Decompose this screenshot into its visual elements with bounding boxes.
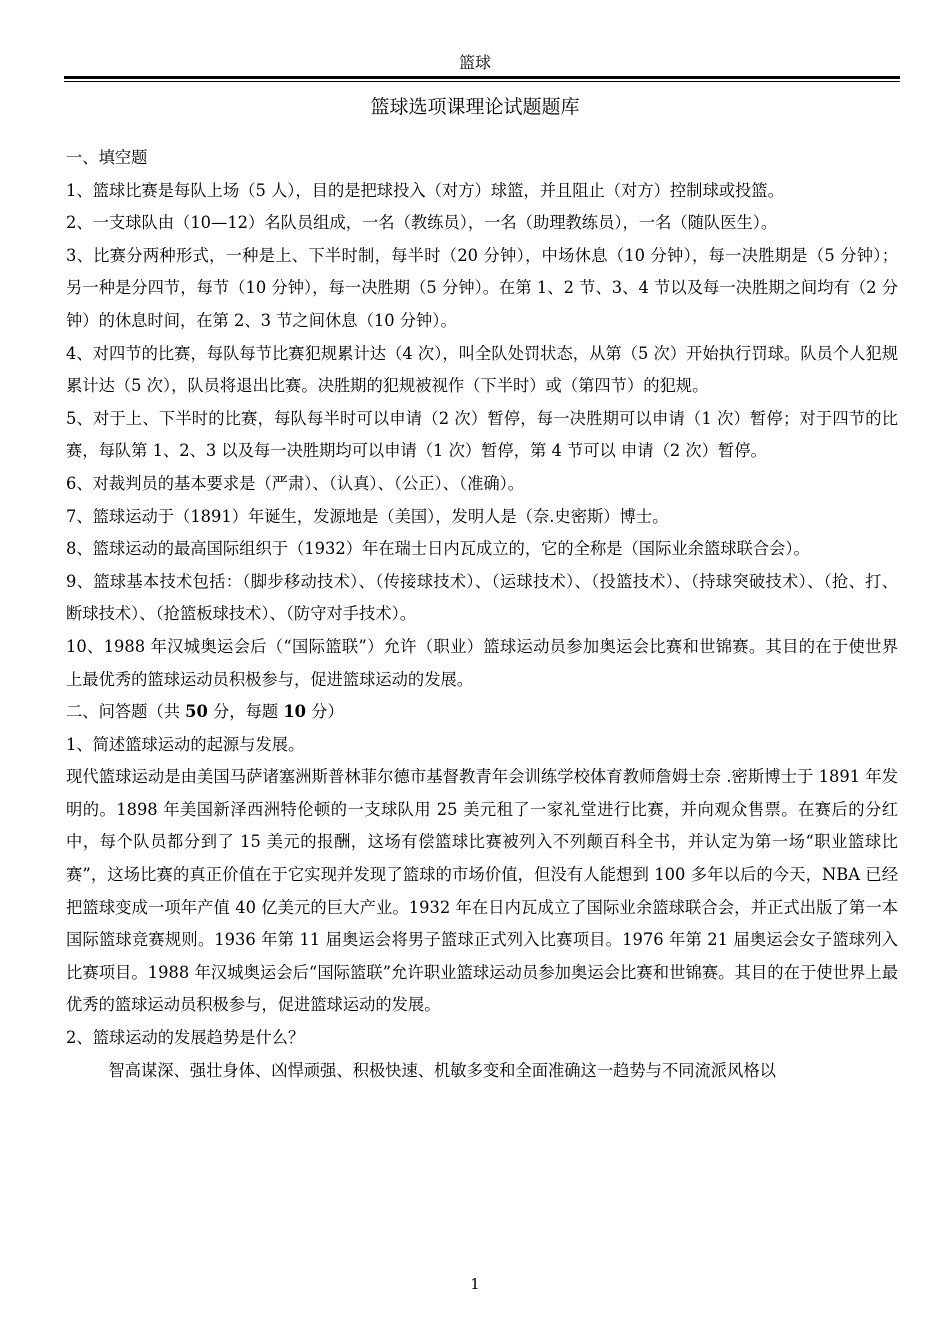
qa-heading-prefix: 二、问答题（共 [66, 702, 186, 722]
fill-item-7: 7、篮球运动于（1891）年诞生，发源地是（美国），发明人是（奈.史密斯）博士。 [66, 506, 669, 526]
section-heading-fill-in: 一、填空题 [66, 148, 148, 167]
qa-score-each: 10 [283, 702, 306, 722]
qa-heading-suffix: 分） [305, 702, 344, 722]
fill-item-9: 9、篮球基本技术包括：（脚步移动技术）、（传接球技术）、（运球技术）、（投篮技术）、（持球突破技术）、（抢、打、断球技术）、（抢篮板球技术）、（防守对手技术）。 [66, 571, 898, 624]
fill-item-8: 8、篮球运动的最高国际组织于（1932）年在瑞士日内瓦成立的，它的全称是（国际业余篮球联合会）。 [66, 539, 810, 559]
fill-item-3: 3、比赛分两种形式，一种是上、下半时制，每半时（20 分钟），中场休息（10 分钟），每一决胜期是（5 分钟）；另一种是分四节，每节（10 分钟），每一决胜期（5 分钟）。在第 1、2 节、3、4 节以及每一决胜期之间均有（2 分钟）的休息时间，在第 2、3 节之间休息（10 分钟）。 [66, 245, 898, 330]
answer-2: 智高谋深、强壮身体、凶悍顽强、积极快速、机敏多变和全面准确这一趋势与不同流派风格以 [108, 1060, 776, 1080]
fill-item-10: 10、1988 年汉城奥运会后（“国际篮联”）允许（职业）篮球运动员参加奥运会比赛和世锦赛。其目的在于使世界上最优秀的篮球运动员积极参与，促进篮球运动的发展。 [66, 636, 898, 689]
fill-item-5: 5、对于上、下半时的比赛，每队每半时可以申请（2 次）暂停，每一决胜期可以申请（1 次）暂停；对于四节的比赛，每队第 1、2、3 以及每一决胜期均可以申请（1 次）暂停，第 4 节可以 申请（2 次）暂停。 [66, 408, 898, 461]
document-title: 篮球选项课理论试题题库 [370, 96, 580, 118]
page-header: 篮球 [458, 53, 491, 72]
question-2: 2、篮球运动的发展趋势是什么？ [66, 1028, 305, 1048]
fill-item-6: 6、对裁判员的基本要求是（严肃）、（认真）、（公正）、（准确）。 [66, 473, 525, 493]
section-heading-qa [66, 696, 898, 729]
page-number: 1 [470, 1275, 480, 1293]
document-body [66, 142, 898, 1087]
question-1: 1、简述篮球运动的起源与发展。 [66, 734, 305, 754]
header-rule-thick [64, 76, 900, 79]
fill-item-4: 4、对四节的比赛，每队每节比赛犯规累计达（4 次），叫全队处罚状态，从第（5 次）开始执行罚球。队员个人犯规累计达（5 次），队员将退出比赛。决胜期的犯规被视作（下半时）或（第四节）的犯规。 [66, 343, 898, 396]
fill-item-1: 1、篮球比赛是每队上场（5 人），目的是把球投入（对方）球篮，并且阻止（对方）控制球或投篮。 [66, 180, 784, 200]
fill-item-2: 2、一支球队由（10—12）名队员组成，一名（教练员），一名（助理教练员），一名（随队医生）。 [66, 213, 778, 233]
qa-score-total: 50 [185, 702, 208, 722]
header-rule-thin [64, 81, 900, 82]
answer-1: 现代篮球运动是由美国马萨诸塞洲斯普林菲尔德市基督教青年会训练学校体育教师詹姆士奈 .密斯博士于 1891 年发明的。1898 年美国新泽西洲特伦顿的一支球队用 25 美元租了一家礼堂进行比赛，并向观众售票。在赛后的分红中，每个队员都分到了 15 美元的报酬，这场有偿篮球比赛被列入不列颠百科全书，并认定为第一场“职业篮球比赛”，这场比赛的真正价值在于它实现并发现了篮球的市场价值，但没有人能想到 100 多年以后的今天，NBA 已经把篮球变成一项年产值 40 亿美元的巨大产业。1932 年在日内瓦成立了国际业余篮球联合会，并正式出版了第一本国际篮球竞赛规则。1936 年第 11 届奥运会将男子篮球正式列入比赛项目。1976 年第 21 届奥运会女子篮球列入比赛项目。1988 年汉城奥运会后“国际篮联”允许职业篮球运动员参加奥运会比赛和世锦赛。其目的在于使世界上最优秀的篮球运动员积极参与，促进篮球运动的发展。 [66, 767, 898, 1015]
qa-heading-middle: 分，每题 [207, 702, 284, 722]
